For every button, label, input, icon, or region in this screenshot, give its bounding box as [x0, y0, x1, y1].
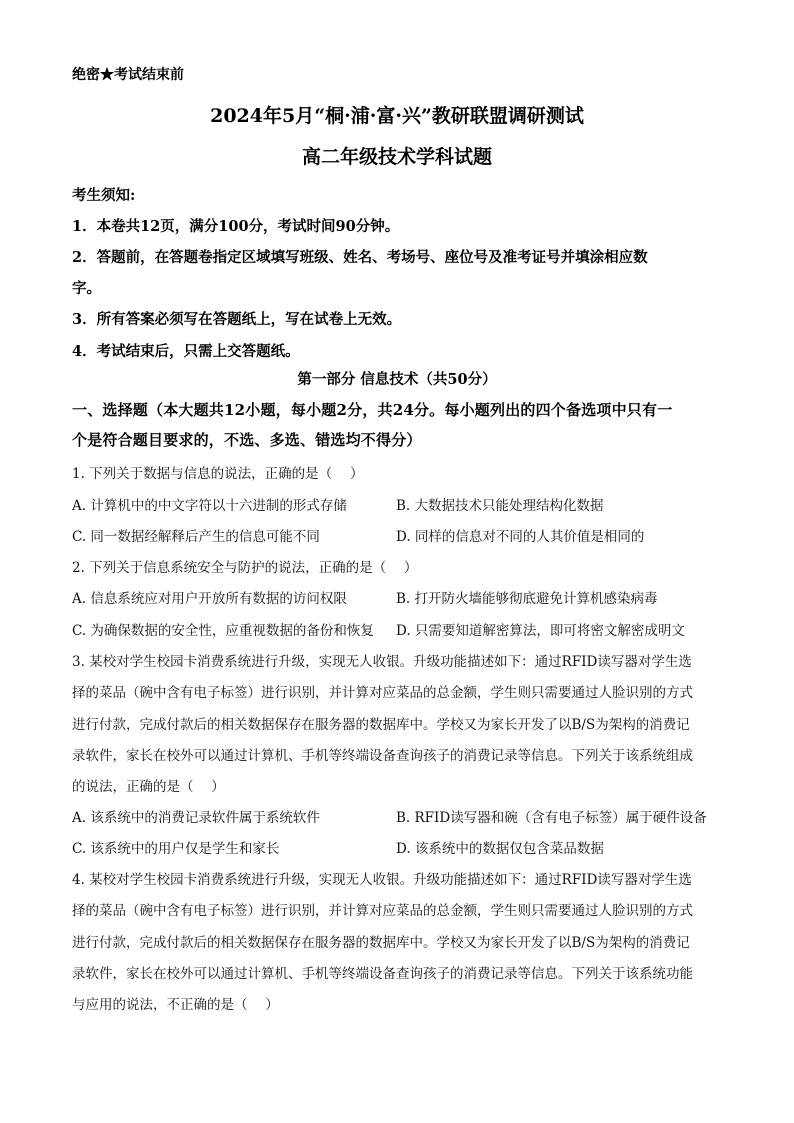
option-b: B. 打开防火墙能够彻底避免计算机感染病毒 [396, 591, 658, 607]
exam-subtitle: 高二年级技术学科试题 [301, 146, 492, 168]
question-stem: 的说法，正确的是（ ） [72, 779, 225, 795]
confidential-label: 绝密★考试结束前 [72, 67, 184, 83]
section-instructions: 一、选择题（本大题共12小题，每小题2分，共24分。每小题列出的四个备选项中只有一 [72, 401, 673, 419]
option-a: A. 计算机中的中文字符以十六进制的形式存储 [72, 498, 347, 514]
option-a: A. 信息系统应对用户开放所有数据的访问权限 [72, 591, 347, 607]
question-stem: 与应用的说法，不正确的是（ ） [72, 997, 279, 1013]
question-stem: 4. 某校对学生校园卡消费系统进行升级，实现无人收银。升级功能描述如下：通过RFID读写器对学生选 [72, 872, 692, 888]
question-stem: 录软件，家长在校外可以通过计算机、手机等终端设备查询孩子的消费记录等信息。下列关于该系统组成 [72, 748, 693, 764]
question-stem: 进行付款，完成付款后的相关数据保存在服务器的数据库中。学校又为家长开发了以B/S为架构的消费记 [72, 935, 690, 951]
section-instructions: 个是符合题目要求的，不选、多选、错选均不得分） [72, 431, 422, 449]
notice-item: 2．答题前，在答题卷指定区域填写班级、姓名、考场号、座位号及准考证号并填涂相应数 [72, 249, 648, 266]
part-heading: 第一部分 信息技术（共50分） [297, 371, 497, 388]
question-stem: 择的菜品（碗中含有电子标签）进行识别，并计算对应菜品的总金额，学生则只需要通过人脸识别的方式 [72, 685, 693, 701]
notice-item: 字。 [72, 280, 101, 297]
option-d: D. 该系统中的数据仅包含菜品数据 [396, 841, 604, 857]
option-a: A. 该系统中的消费记录软件属于系统软件 [72, 810, 320, 826]
option-c: C. 为确保数据的安全性，应重视数据的备份和恢复 [72, 623, 374, 639]
exam-title: 2024年5月“桐·浦·富·兴”教研联盟调研测试 [210, 105, 584, 127]
option-c: C. 同一数据经解释后产生的信息可能不同 [72, 529, 320, 545]
question-stem: 1. 下列关于数据与信息的说法，正确的是（ ） [72, 466, 364, 482]
question-stem: 3. 某校对学生校园卡消费系统进行升级，实现无人收银。升级功能描述如下：通过RFID读写器对学生选 [72, 654, 692, 670]
notice-heading: 考生须知: [72, 187, 136, 204]
question-stem: 录软件，家长在校外可以通过计算机、手机等终端设备查询孩子的消费记录等信息。下列关于该系统功能 [72, 966, 693, 982]
option-b: B. RFID读写器和碗（含有电子标签）属于硬件设备 [396, 810, 707, 826]
option-d: D. 只需要知道解密算法，即可将密文解密成明文 [396, 623, 685, 639]
question-stem: 进行付款，完成付款后的相关数据保存在服务器的数据库中。学校又为家长开发了以B/S为架构的消费记 [72, 717, 690, 733]
option-b: B. 大数据技术只能处理结构化数据 [396, 498, 604, 514]
notice-item: 3．所有答案必须写在答题纸上，写在试卷上无效。 [72, 311, 402, 328]
option-d: D. 同样的信息对不同的人其价值是相同的 [396, 529, 645, 545]
question-stem: 择的菜品（碗中含有电子标签）进行识别，并计算对应菜品的总金额，学生则只需要通过人脸识别的方式 [72, 903, 693, 919]
question-stem: 2. 下列关于信息系统安全与防护的说法，正确的是（ ） [72, 560, 418, 576]
notice-item: 1．本卷共12页，满分100分，考试时间90分钟。 [72, 218, 400, 235]
notice-item: 4．考试结束后，只需上交答题纸。 [72, 343, 300, 360]
option-c: C. 该系统中的用户仅是学生和家长 [72, 841, 280, 857]
